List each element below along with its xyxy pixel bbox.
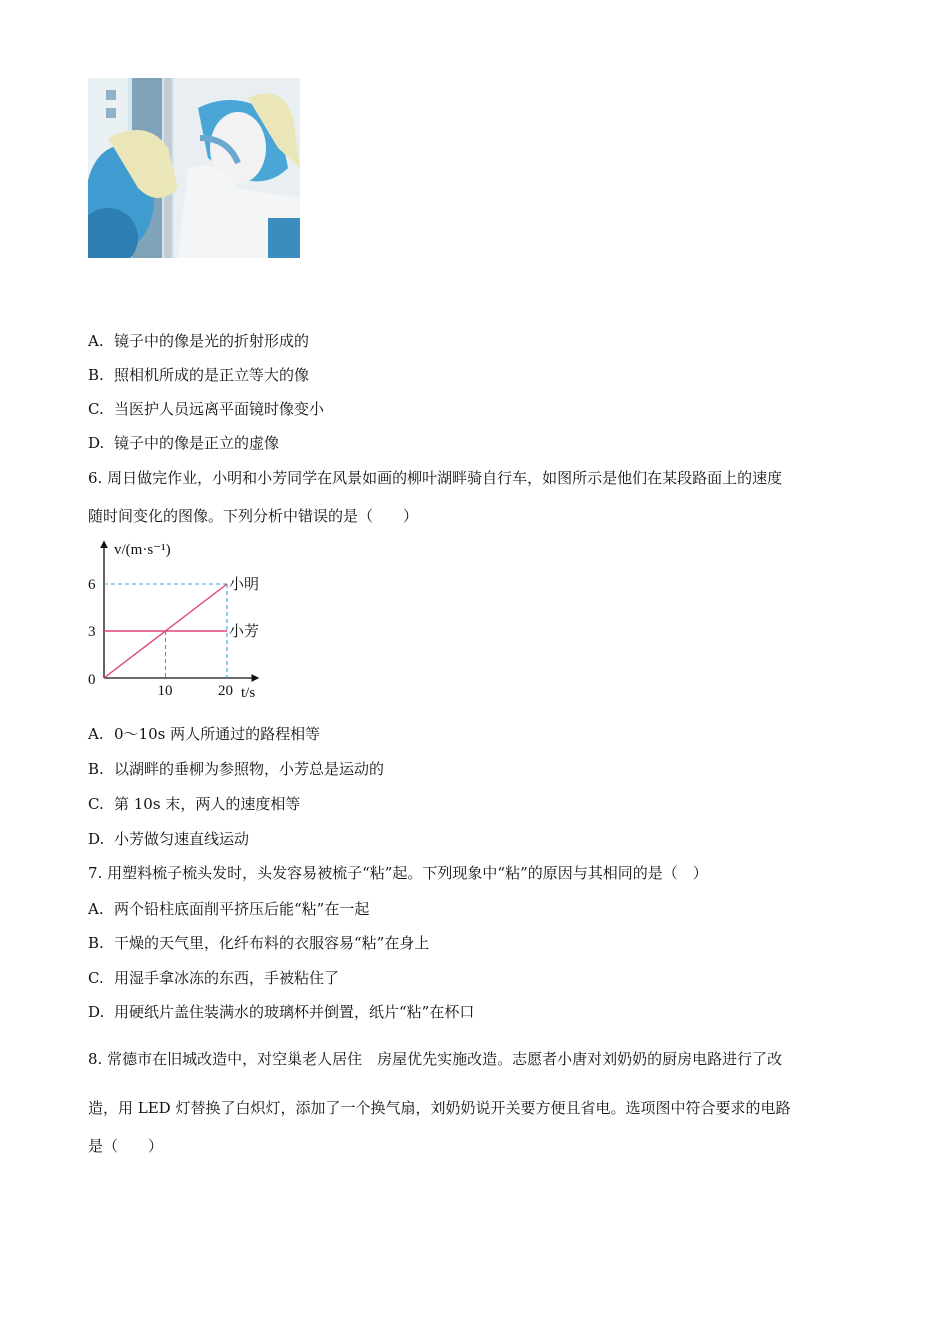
- q5-option-a: A. 镜子中的像是光的折射形成的: [88, 332, 310, 350]
- q7-stem: 7. 用塑料梳子梳头发时，头发容易被梳子“粘”起。下列现象中“粘”的原因与其相同的是（ ）: [88, 864, 708, 882]
- series-label-xiaofang: 小芳: [229, 622, 260, 640]
- q5-option-c: C. 当医护人员远离平面镜时像变小: [88, 400, 325, 418]
- q6-stem-line2: 随时间变化的图像。下列分析中错误的是（ ）: [88, 507, 419, 525]
- q6-option-d: D. 小芳做匀速直线运动: [88, 830, 250, 848]
- q6-option-b: B. 以湖畔的垂柳为参照物，小芳总是运动的: [88, 760, 385, 778]
- y-tick-label: 6: [88, 577, 96, 593]
- q6-option-c: C. 第 10s 末，两人的速度相等: [88, 795, 301, 813]
- q7-option-b: B. 干燥的天气里，化纤布料的衣服容易“粘”在身上: [88, 934, 430, 952]
- q6-option-a: A. 0～10s 两人所通过的路程相等: [88, 725, 321, 743]
- medical-staff-image: [88, 78, 300, 258]
- q8-stem-line1: 8. 常德市在旧城改造中，对空巢老人居住 房屋优先实施改造。志愿者小唐对刘奶奶的厨房电路进行了改: [88, 1050, 783, 1068]
- y-axis-label: v/(m·s⁻¹): [114, 542, 171, 558]
- velocity-time-chart: [80, 532, 280, 707]
- q7-option-d: D. 用硬纸片盖住装满水的玻璃杯并倒置，纸片“粘”在杯口: [88, 1003, 475, 1021]
- q5-option-b: B. 照相机所成的是正立等大的像: [88, 366, 310, 384]
- q8-stem-line2: 造，用 LED 灯替换了白炽灯，添加了一个换气扇，刘奶奶说开关要方便且省电。选项图中符合要求的电路: [88, 1099, 791, 1117]
- x-tick-label: 10: [157, 683, 173, 699]
- series-label-xiaoming: 小明: [229, 575, 260, 593]
- mirror-photo: [88, 78, 300, 258]
- x-axis-label: t/s: [241, 685, 256, 701]
- origin-label: 0: [88, 672, 96, 688]
- y-tick-label: 3: [88, 624, 96, 640]
- q6-stem-line1: 6. 周日做完作业，小明和小芳同学在风景如画的柳叶湖畔骑自行车，如图所示是他们在某段路面上的速度: [88, 469, 783, 487]
- x-tick-label: 20: [218, 683, 233, 699]
- q8-stem-line3: 是（ ）: [88, 1137, 164, 1155]
- q7-option-c: C. 用湿手拿冰冻的东西，手被粘住了: [88, 969, 340, 987]
- q5-option-d: D. 镜子中的像是正立的虚像: [88, 434, 280, 452]
- q7-option-a: A. 两个铅柱底面削平挤压后能“粘”在一起: [88, 900, 370, 918]
